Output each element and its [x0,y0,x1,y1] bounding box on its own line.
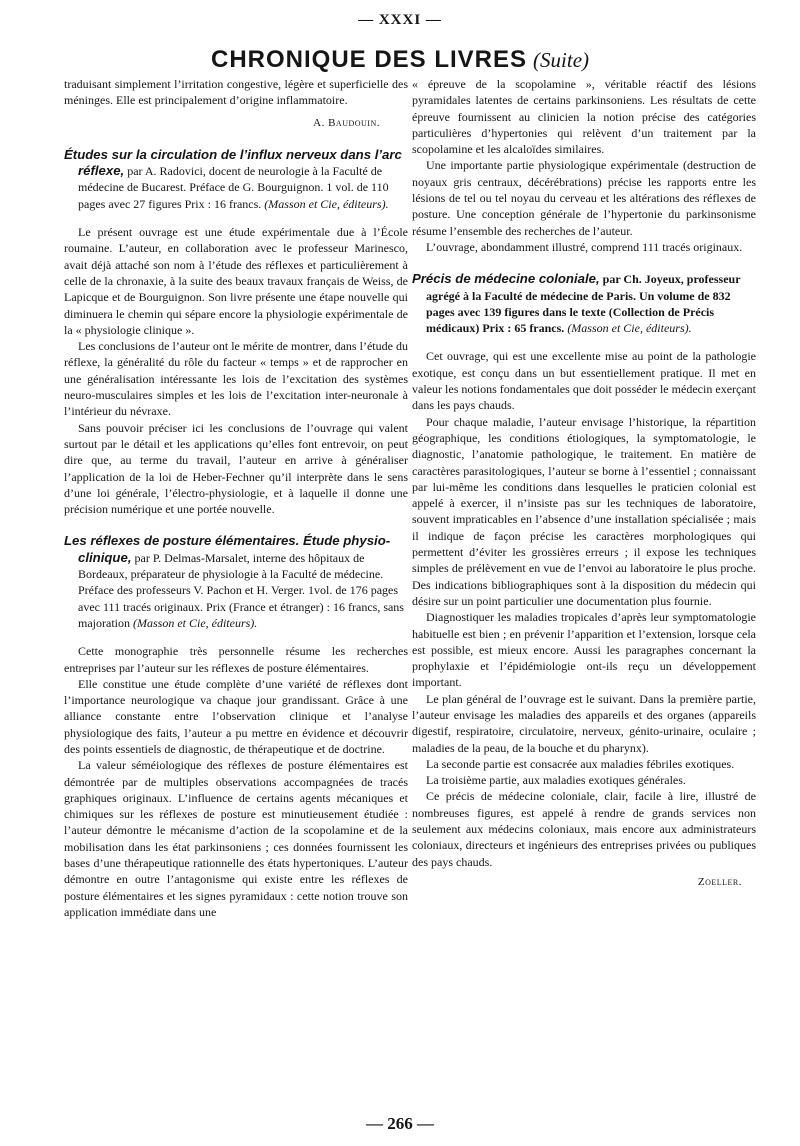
review-paragraph: Diagnostiquer les maladies tropicales d’après leur symptomatologie habituelle est bien ; en prévenir l’apparition et l’extension, lorsque cela est possible, est mieux encore. Aussi les paragraphes concernant la prophylaxie et l’épidémiologie ont-ils reçu un développement important. [412,610,756,690]
review-paragraph: Le plan général de l’ouvrage est le suivant. Dans la première partie, l’auteur envisage les maladies des appareils et des organes (appareils digestif, respiratoire, circulatoire, nerveux, génito-urinaire, oculaire ; maladies de la peau, de la bouche et du pharynx). [412,691,756,755]
section-suite: (Suite) [533,48,590,72]
section-title: CHRONIQUE DES LIVRES [210,46,528,73]
book-publisher: (Masson et Cie, éditeurs). [264,196,389,211]
book-title: Précis de médecine coloniale, [412,271,600,287]
review-paragraph: Sans pouvoir préciser ici les conclusions de l’ouvrage qui valent surtout par le détail et les applications qu’elles font entrevoir, on peut dire que, au terme du travail, l’auteur en arrive à généraliser l’application de la loi de Heber-Fechner qu’il interprète dans le sens d’une loi générale, l’électro-physiologie, et à laquelle il donne une précision numérique et une portée nouvelle. [64,420,408,517]
book-meta: par Ch. Joyeux, professeur agrégé à la Faculté de médecine de Paris. Un volume de 832 pages avec 139 figures dans le texte (Collection de Précis médicaux) Prix : 65 francs. [426,272,741,336]
book-publisher: (Masson et Cie, éditeurs). [567,321,692,336]
review-paragraph: Ce précis de médecine coloniale, clair, facile à lire, illustré de nombreuses figures, est appelé à rendre de grands services non seulement aux médecins coloniaux, mais encore aux administrateurs coloniaux, directeurs et ingénieurs des entreprises privées ou publiques des pays chauds. [412,789,756,869]
page-folio: — XXXI — [358,12,442,28]
review-paragraph: « épreuve de la scopolamine », véritable réactif des lésions pyramidales latentes de certains parkinsoniens. Les résultats de cette épreuve fournissent au clinicien la notion précise des catégories particulières d’hypertonies qui relèvent d’un traitement par la scopolamine et les alcaloïdes similaires. [412,77,756,157]
review-paragraph: La seconde partie est consacrée aux maladies fébriles exotiques. [426,756,735,771]
book-title: Les réflexes de posture élémentaires. Étude physio-clinique, [64,533,391,565]
review-paragraph: Elle constitue une étude complète d’une variété de réflexes dont l’importance neurologique va chaque jour grandissant. Grâce à une alliance constante entre l’observation clinique et l’analyse physiologique des faits, l’auteur a pu mettre en évidence et découvrir des points essentiels de diagnostic, de thérapeutique et de doctrine. [64,676,408,756]
signature-zoeller: Zoeller. [697,875,742,888]
review-paragraph: La troisième partie, aux maladies exotiques générales. [426,773,686,788]
book-title: Études sur la circulation de l’influx nerveux dans l’arc réflexe, [64,146,402,179]
carryover-paragraph: traduisant simplement l’irritation congestive, légère et superficielle des méninges. Elle est principalement d’origine inflammatoire. [64,77,408,108]
right-column [412,76,756,890]
review-paragraph: Cet ouvrage, qui est une excellente mise au point de la pathologie exotique, est conçu dans un but essentiellement pratique. Il met en valeur les notions fondamentales que doit posséder le médecin exerçant dans les pays chauds. [412,349,756,413]
review-delmas-heading [64,533,408,631]
review-radovici-heading [64,147,408,212]
review-paragraph: La valeur séméiologique des réflexes de posture élémentaires est démontrée par de multiples observations accompagnées de tracés graphiques originaux. L’influence de certains agents mécaniques et chimiques sur les réflexes de posture est minutieusement étudiée : l’auteur démontre le mécanisme d’action de la scopolamine et de la mobilisation dans les état parkinsoniens ; ces données fournissent les bases d’une thérapeutique rationnelle des états hypertoniques. L’auteur démontre en outre l’antagonisme qui existe entre les réflexes de posture élémentaires et les signes pyramidaux : cette notion trouve son application immédiate dans une [64,758,408,919]
book-meta: par A. Radovici, docent de neurologie à la Faculté de médecine de Bucarest. Préface de G. Bourguignon. 1 vol. de 110 pages avec 27 figures Prix : 16 francs. [78,164,389,211]
review-paragraph: Le présent ouvrage est une étude expérimentale due à l’École roumaine. L’auteur, en collaboration avec le professeur Marinesco, avait déjà attaché son nom à l’étude des réflexes et particulièrement à celle de la chronaxie, à la suite des beaux travaux français de Weiss, de Lapicque et de Bourguignon. Son livre présente une étape nouvelle qui diminuera le chemin qui sépare encore la physiologie expérimentale de la « physiologie clinique ». [64,225,408,337]
review-paragraph: Pour chaque maladie, l’auteur envisage l’historique, la répartition géographique, les conditions étiologiques, la symptomatologie, le diagnostic, l’anatomie pathologique, le traitement. En matière de caractères parasitologiques, l’auteur se borne à l’essentiel ; connaissant par lui-même les conditions dans lesquelles le praticien colonial est appelé à exercer, il n’insiste pas sur les techniques de laboratoire, souvent impraticables en l’absence d’une installation spécialisée ; mais il indique de façon précise les caractères morphologiques qui permettent d’éviter les grossières erreurs ; il expose les techniques simples de prélèvement en vue de l’envoi au laboratoire le plus proche. Des indications bibliographiques sont à la disposition du médecin qui désire sur un point particulier une documentation plus fournie. [412,414,756,608]
book-publisher: (Masson et Cie, éditeurs). [132,615,258,630]
review-paragraph: Une importante partie physiologique expérimentale (destruction de noyaux gris centraux, décérébrations) précise les rapports entre les lésions de tel ou tel noyau du cerveau et les altérations des réflexes de posture. Une conception générale de l’hypertonie du parkinsonisme résume l’ensemble des recherches de l’auteur. [412,158,756,238]
left-column [64,76,408,920]
section-header [0,46,800,77]
page-number: — 266 — [366,1114,434,1133]
review-paragraph: Les conclusions de l’auteur ont le mérite de montrer, dans l’étude du réflexe, la généralité du rôle du facteur « temps » et de rapprocher en une généralisation intéressante les lois de l’excitation des systèmes neuro-musculaires simples et les lois de l’excitation inter-neuronale à l’intérieur du névraxe. [64,339,408,419]
signature-baudouin: A. Baudouin. [313,116,380,129]
review-paragraph: Cette monographie très personnelle résume les recherches entreprises par l’auteur sur les réflexes de posture élémentaires. [64,644,408,675]
review-paragraph: L’ouvrage, abondamment illustré, comprend 111 tracés originaux. [426,239,743,254]
book-meta: par P. Delmas-Marsalet, interne des hôpitaux de Bordeaux, préparateur de physiologie à la Faculté de médecine. Préface des professeurs V. Pachon et H. Verger. 1vol. de 176 pages avec 111 tracés originaux. Prix (France et étranger) : 16 francs, sans majoration [78,550,404,630]
review-joyeux-heading [412,271,756,336]
